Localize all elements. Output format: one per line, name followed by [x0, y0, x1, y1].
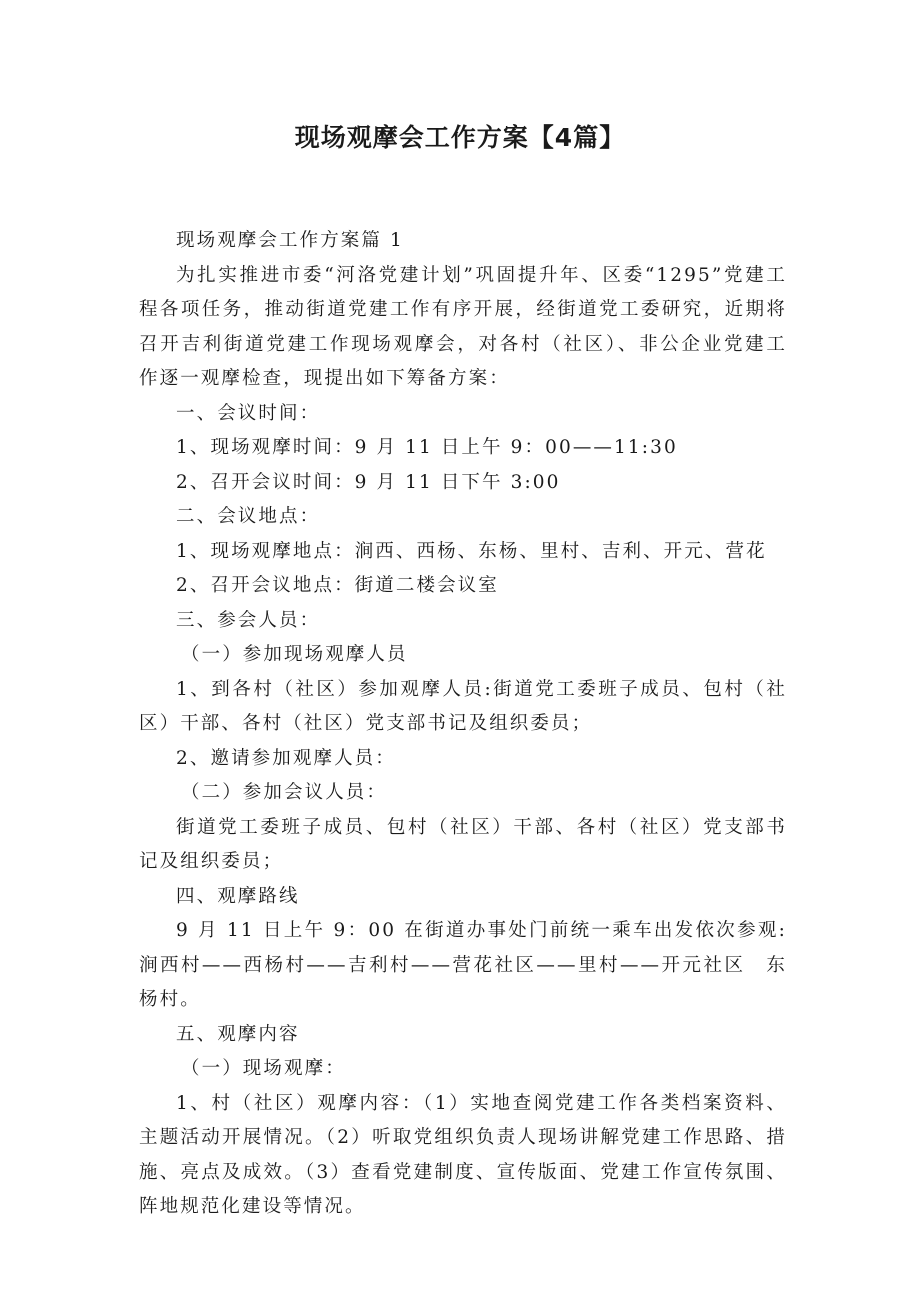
- paragraph: 四、观摩路线: [176, 885, 300, 907]
- paragraph: 1、到各村（社区）参加观摩人员:街道党工委班子成员、包村（社区）干部、各村（社区）党支部书记及组织委员；: [139, 678, 787, 734]
- paragraph: 一、会议时间：: [176, 402, 321, 424]
- paragraph: 9 月 11 日上午 9：00 在街道办事处门前统一乘车出发依次参观:涧西村——西杨村——吉利村——营花社区——里村——开元社区 东杨村。: [139, 920, 787, 1010]
- paragraph: 二、会议地点：: [176, 506, 321, 527]
- paragraph: 1、现场观摩地点：涧西、西杨、东杨、里村、吉利、开元、营花: [176, 540, 767, 562]
- paragraph: 三、参会人员：: [176, 609, 321, 631]
- paragraph: 1、村（社区）观摩内容：（1）实地查阅党建工作各类档案资料、主题活动开展情况。（2）听取党组织负责人现场讲解党建工作思路、措施、亮点及成效。（3）查看党建制度、宣传版面、党建工作宣传氛围、阵地规范化建设等情况。: [139, 1092, 787, 1217]
- paragraph: 2、召开会议时间：9 月 11 日下午 3:00: [176, 471, 561, 493]
- paragraph: 2、邀请参加观摩人员：: [176, 747, 396, 769]
- paragraph: （二）参加会议人员：: [181, 782, 388, 803]
- paragraph: 1、现场观摩时间：9 月 11 日上午 9：00——11:30: [176, 437, 678, 458]
- paragraph: （一）参加现场观摩人员: [181, 644, 408, 665]
- document-body: [139, 224, 787, 1225]
- section-heading: 现场观摩会工作方案篇 1: [176, 230, 404, 251]
- paragraph: 2、召开会议地点：街道二楼会议室: [176, 575, 499, 596]
- paragraph: 为扎实推进市委“河洛党建计划”巩固提升年、区委“1295”党建工程各项任务，推动街道党建工作有序开展，经街道党工委研究，近期将召开吉利街道党建工作现场观摩会，对各村（社区）、非公企业党建工作逐一观摩检查，现提出如下筹备方案：: [139, 264, 787, 389]
- document-title: 现场观摩会工作方案【4篇】: [294, 123, 626, 152]
- paragraph: 街道党工委班子成员、包村（社区）干部、各村（社区）党支部书记及组织委员；: [139, 816, 787, 872]
- paragraph: 五、观摩内容: [176, 1023, 300, 1045]
- paragraph: （一）现场观摩：: [181, 1058, 346, 1079]
